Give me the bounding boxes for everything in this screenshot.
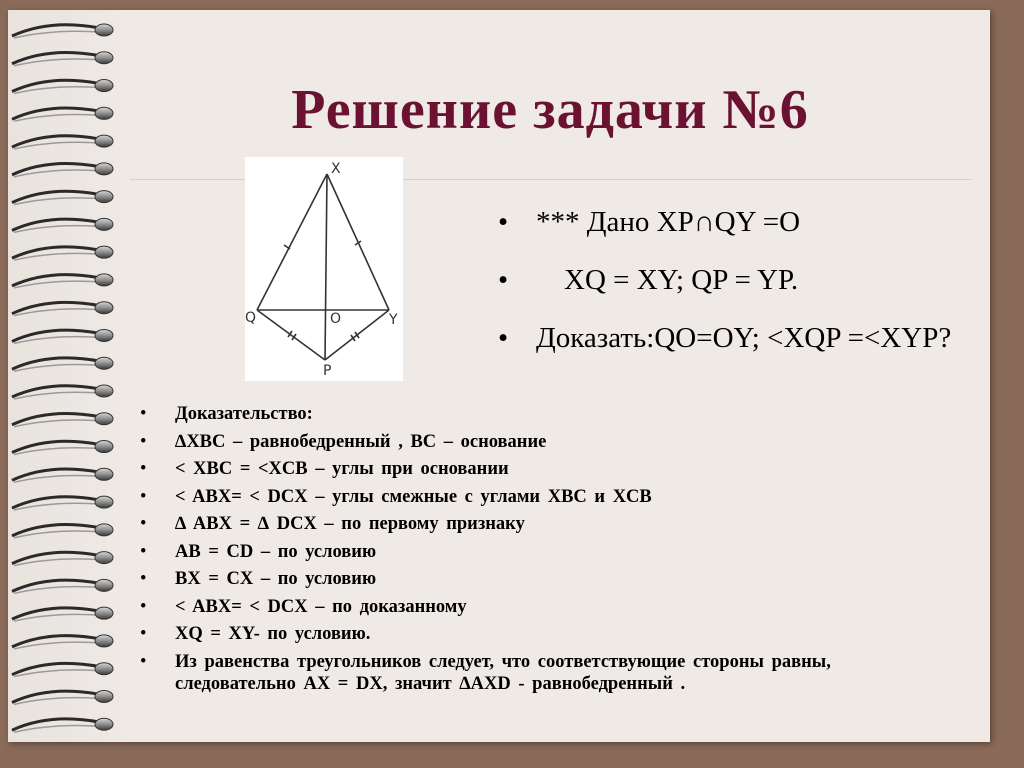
bullet: • [498, 322, 509, 354]
proof-text: AB = CD – по условию [175, 541, 377, 562]
spiral-coil [12, 52, 113, 66]
given-text: *** Дано XP∩QY =O [536, 206, 801, 238]
bullet: • [140, 431, 147, 452]
spiral-coil [12, 552, 113, 566]
bullet: • [140, 514, 147, 534]
spiral-coil [12, 635, 113, 649]
segment-xp [325, 174, 327, 360]
proof-item [140, 568, 930, 590]
geometry-figure [245, 157, 403, 381]
spiral-coil [12, 357, 113, 371]
bullet: • [498, 206, 509, 238]
spiral-coil [12, 218, 113, 232]
bullet: • [140, 569, 147, 589]
bullet: • [140, 541, 147, 562]
bullet: • [140, 404, 147, 424]
spiral-coil [12, 191, 113, 205]
spiral-coil [12, 329, 113, 343]
given-list [498, 200, 968, 374]
spiral-coil [12, 80, 113, 94]
proof-text: < ABX= < DCX – углы смежные с углами XBC и XCB [175, 486, 652, 507]
proof-text: Доказательство: [175, 404, 313, 424]
proof-item [140, 513, 930, 535]
proof-text: ∆ ABX = ∆ DCX – по первому признаку [175, 514, 525, 534]
proof-item [140, 596, 930, 618]
proof-item [140, 651, 930, 695]
given-item [498, 258, 968, 302]
spiral-coil [12, 718, 113, 732]
bullet: • [140, 624, 147, 644]
proof-item [140, 623, 930, 645]
proof-item [140, 431, 930, 453]
spiral-coil [12, 246, 113, 260]
bullet: • [498, 264, 509, 296]
proof-item [140, 403, 930, 425]
segment-qp [257, 310, 325, 360]
spiral-coil [12, 524, 113, 538]
bullet: • [140, 596, 147, 617]
spiral-coil [12, 135, 113, 149]
spiral-coil [12, 413, 113, 427]
given-item [498, 316, 968, 360]
spiral-coil [12, 385, 113, 399]
slide-title: Решение задачи №6 [291, 79, 809, 141]
bullet: • [140, 459, 147, 479]
proof-list [140, 403, 930, 700]
spiral-coil [12, 690, 113, 704]
label-q: Q [245, 310, 257, 326]
bullet: • [140, 486, 147, 507]
given-text: Доказать:QO=OY; <XQP =<XYP? [536, 322, 952, 354]
segment-xq [257, 174, 327, 310]
spiral-coil [12, 302, 113, 316]
label-o: O [330, 311, 342, 327]
given-text: XQ = XY; QP = YP. [564, 264, 799, 296]
proof-text: < ABX= < DCX – по доказанному [175, 596, 467, 617]
proof-item [140, 486, 930, 508]
spiral-coil [12, 24, 113, 38]
proof-text: XQ = XY- по условию. [175, 624, 371, 644]
spiral-coil [12, 163, 113, 177]
proof-text: Из равенства треугольников следует, что соответствующие стороны равны, следовательно AX = DX, значит ∆AXD - равнобедренный . [175, 651, 831, 694]
proof-item [140, 541, 930, 563]
spiral-coil [12, 663, 113, 677]
spiral-coil [12, 274, 113, 288]
spiral-coil [12, 607, 113, 621]
spiral-binding [8, 18, 120, 740]
spiral-coil [12, 441, 113, 455]
label-y: Y [389, 312, 398, 328]
proof-text: ∆XBC – равнобедренный , BC – основание [175, 431, 547, 452]
label-x: X [331, 161, 341, 177]
spiral-coil [12, 468, 113, 482]
segment-xy [327, 174, 389, 310]
spiral-coil [12, 107, 113, 121]
given-item [498, 200, 968, 244]
proof-item [140, 458, 930, 480]
spiral-coil [12, 496, 113, 510]
proof-text: BX = CX – по условию [175, 569, 377, 589]
proof-text: < XBC = <XCB – углы при основании [175, 459, 509, 479]
bullet: • [140, 651, 147, 672]
spiral-coil [12, 579, 113, 593]
label-p: P [323, 363, 332, 379]
